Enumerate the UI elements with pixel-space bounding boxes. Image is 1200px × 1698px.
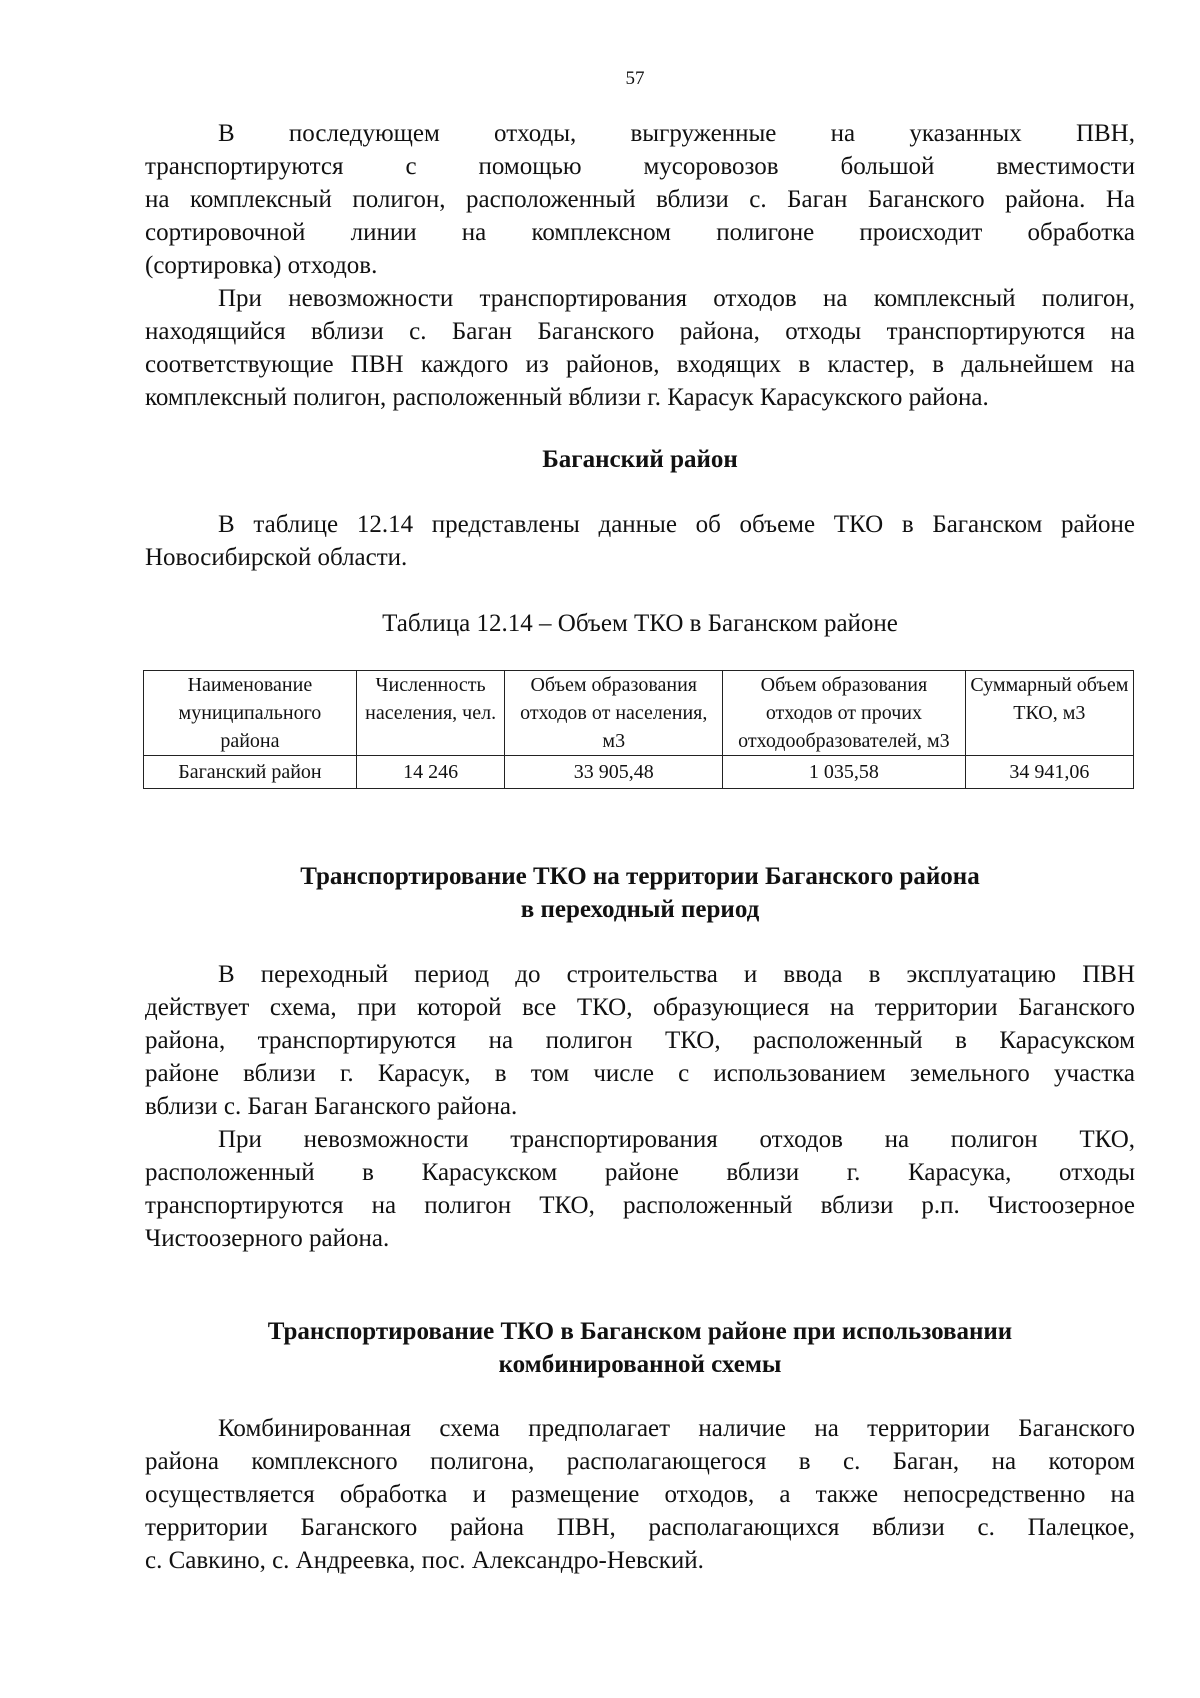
table-caption: Таблица 12.14 – Объем ТКО в Баганском районе xyxy=(382,610,898,637)
paragraph-line: соответствующие ПВН каждого из районов, входящих в кластер, в дальнейшем на xyxy=(145,351,1135,378)
heading-line: Транспортирование ТКО в Баганском районе при использовании xyxy=(267,1318,1013,1345)
paragraph-line: с. Савкино, с. Андреевка, пос. Александро-Невский. xyxy=(145,1547,704,1574)
paragraph-line: (сортировка) отходов. xyxy=(145,252,378,279)
heading-line: комбинированной схемы xyxy=(498,1351,782,1378)
paragraph-line: В переходный период до строительства и ввода в эксплуатацию ПВН xyxy=(218,961,1135,988)
tko-volume-table xyxy=(143,670,1134,789)
paragraph-1 xyxy=(145,117,1135,282)
paragraph-line: расположенный в Карасукском районе вблизи г. Карасука, отходы xyxy=(145,1159,1135,1186)
paragraph-line: транспортируются с помощью мусоровозов большой вместимости xyxy=(145,153,1135,180)
paragraph-line: В последующем отходы, выгруженные на указанных ПВН, xyxy=(218,120,1135,147)
paragraph-line: находящийся вблизи с. Баган Баганского района, отходы транспортируются на xyxy=(145,318,1135,345)
paragraph-line: комплексный полигон, расположенный вблизи г. Карасук Карасукского района. xyxy=(145,384,989,411)
paragraph-line: района комплексного полигона, располагающегося в с. Баган, на котором xyxy=(145,1448,1135,1475)
column-header-population: Численность населения, чел. xyxy=(356,671,505,756)
paragraph-line: сортировочной линии на комплексном полигоне происходит обработка xyxy=(145,219,1135,246)
column-header-total: Суммарный объем ТКО, м3 xyxy=(965,671,1133,756)
paragraph-6 xyxy=(145,1412,1135,1577)
paragraph-line: Новосибирской области. xyxy=(145,544,408,571)
cell-district: Баганский район xyxy=(144,756,357,789)
paragraph-line: При невозможности транспортирования отходов на полигон ТКО, xyxy=(218,1126,1135,1153)
paragraph-line: вблизи с. Баган Баганского района. xyxy=(145,1093,518,1120)
heading-line: Транспортирование ТКО на территории Баганского района xyxy=(300,863,980,890)
column-header-other-waste: Объем образования отходов от прочих отходообразователей, м3 xyxy=(723,671,966,756)
paragraph-line: районе вблизи г. Карасук, в том числе с использованием земельного участка xyxy=(145,1060,1135,1087)
table-row xyxy=(144,756,1134,789)
paragraph-line: района, транспортируются на полигон ТКО, расположенный в Карасукском xyxy=(145,1027,1135,1054)
paragraph-5 xyxy=(145,1123,1135,1255)
cell-population-waste: 33 905,48 xyxy=(505,756,723,789)
paragraph-line: Чистоозерного района. xyxy=(145,1225,390,1252)
column-header-population-waste: Объем образования отходов от населения, м3 xyxy=(505,671,723,756)
section-heading-combined-scheme xyxy=(145,1315,1135,1381)
section-heading-bagansky-district: Баганский район xyxy=(542,446,738,473)
paragraph-line: В таблице 12.14 представлены данные об объеме ТКО в Баганском районе xyxy=(218,511,1135,538)
cell-population: 14 246 xyxy=(356,756,505,789)
column-header-district: Наименование муниципального района xyxy=(144,671,357,756)
paragraph-4 xyxy=(145,958,1135,1123)
paragraph-line: Комбинированная схема предполагает наличие на территории Баганского xyxy=(218,1415,1135,1442)
page-number: 57 xyxy=(625,68,645,89)
section-heading-transitional-period xyxy=(145,860,1135,926)
paragraph-line: территории Баганского района ПВН, располагающихся вблизи с. Палецкое, xyxy=(145,1514,1135,1541)
table-header-row xyxy=(144,671,1134,756)
paragraph-2 xyxy=(145,282,1135,414)
paragraph-line: транспортируются на полигон ТКО, расположенный вблизи р.п. Чистоозерное xyxy=(145,1192,1135,1219)
paragraph-line: При невозможности транспортирования отходов на комплексный полигон, xyxy=(218,285,1135,312)
paragraph-3 xyxy=(145,508,1135,574)
heading-line: в переходный период xyxy=(520,896,760,923)
cell-total: 34 941,06 xyxy=(965,756,1133,789)
paragraph-line: на комплексный полигон, расположенный вблизи с. Баган Баганского района. На xyxy=(145,186,1135,213)
cell-other-waste: 1 035,58 xyxy=(723,756,966,789)
paragraph-line: действует схема, при которой все ТКО, образующиеся на территории Баганского xyxy=(145,994,1135,1021)
paragraph-line: осуществляется обработка и размещение отходов, а также непосредственно на xyxy=(145,1481,1135,1508)
